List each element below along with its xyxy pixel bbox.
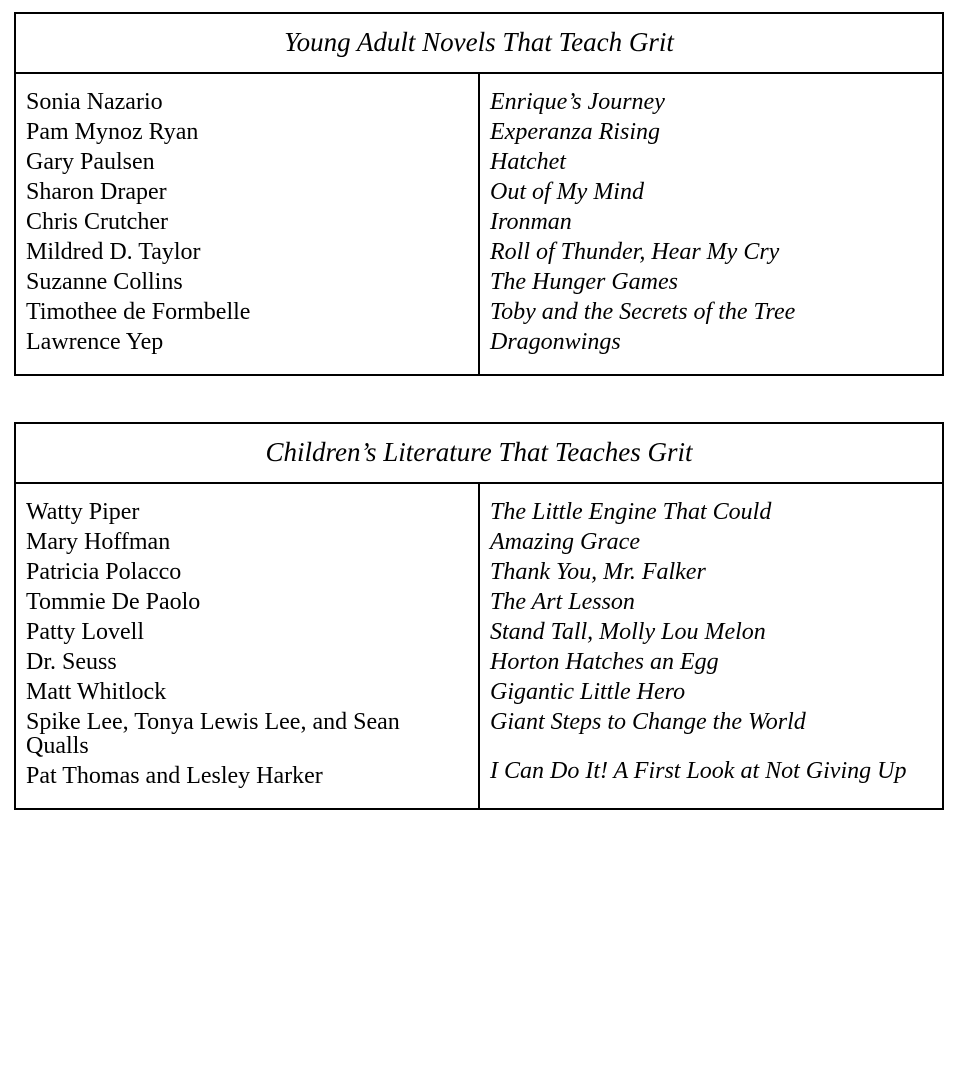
list-item: Mary Hoffman <box>26 529 171 556</box>
young-adult-novels-table <box>14 12 944 376</box>
list-item: Tommie De Paolo <box>26 589 201 616</box>
list-item: Experanza Rising <box>490 119 660 146</box>
list-item: Watty Piper <box>26 499 140 526</box>
list-item: Chris Crutcher <box>26 209 168 236</box>
table-title: Young Adult Novels That Teach Grit <box>15 13 943 73</box>
list-item: Gary Paulsen <box>26 149 155 176</box>
list-item: Enrique’s Journey <box>490 89 665 116</box>
list-item: Sonia Nazario <box>26 89 163 116</box>
row-spacer <box>490 738 932 757</box>
titles-column <box>479 483 943 809</box>
list-item: Patty Lovell <box>26 619 144 646</box>
list-item: The Little Engine That Could <box>490 499 772 526</box>
list-item: Pam Mynoz Ryan <box>26 119 199 146</box>
list-item: Suzanne Collins <box>26 269 183 296</box>
authors-list <box>16 74 478 374</box>
childrens-literature-table <box>14 422 944 810</box>
list-item: The Hunger Games <box>490 269 678 296</box>
list-item: Gigantic Little Hero <box>490 679 686 706</box>
table-body-row <box>15 73 943 375</box>
list-item: Ironman <box>490 209 572 236</box>
list-item: I Can Do It! A First Look at Not Giving Up <box>490 758 907 785</box>
list-item: Sharon Draper <box>26 179 167 206</box>
list-item: Horton Hatches an Egg <box>490 649 719 676</box>
list-item: Matt Whitlock <box>26 679 167 706</box>
table-title-row <box>15 13 943 73</box>
list-item: Amazing Grace <box>490 529 640 556</box>
table-body-row <box>15 483 943 809</box>
list-item: Stand Tall, Molly Lou Melon <box>490 619 766 646</box>
list-item: Thank You, Mr. Falker <box>490 559 706 586</box>
list-item: Patricia Polacco <box>26 559 182 586</box>
list-item: Giant Steps to Change the World <box>490 709 806 736</box>
list-item: Lawrence Yep <box>26 329 164 356</box>
list-item: The Art Lesson <box>490 589 635 616</box>
list-item: Pat Thomas and Lesley Harker <box>26 763 323 790</box>
list-item: Roll of Thunder, Hear My Cry <box>490 239 780 266</box>
list-item: Spike Lee, Tonya Lewis Lee, and Sean Qualls <box>26 709 400 760</box>
table-title: Children’s Literature That Teaches Grit <box>15 423 943 483</box>
titles-list <box>480 484 942 803</box>
list-item: Dragonwings <box>490 329 621 356</box>
list-item: Hatchet <box>490 149 566 176</box>
list-item: Timothee de Formbelle <box>26 299 251 326</box>
table-title-row <box>15 423 943 483</box>
authors-column <box>15 483 479 809</box>
list-item: Out of My Mind <box>490 179 644 206</box>
list-item: Dr. Seuss <box>26 649 117 676</box>
authors-list <box>16 484 478 808</box>
list-item: Toby and the Secrets of the Tree <box>490 299 796 326</box>
titles-column <box>479 73 943 375</box>
authors-column <box>15 73 479 375</box>
titles-list <box>480 74 942 374</box>
list-item: Mildred D. Taylor <box>26 239 201 266</box>
